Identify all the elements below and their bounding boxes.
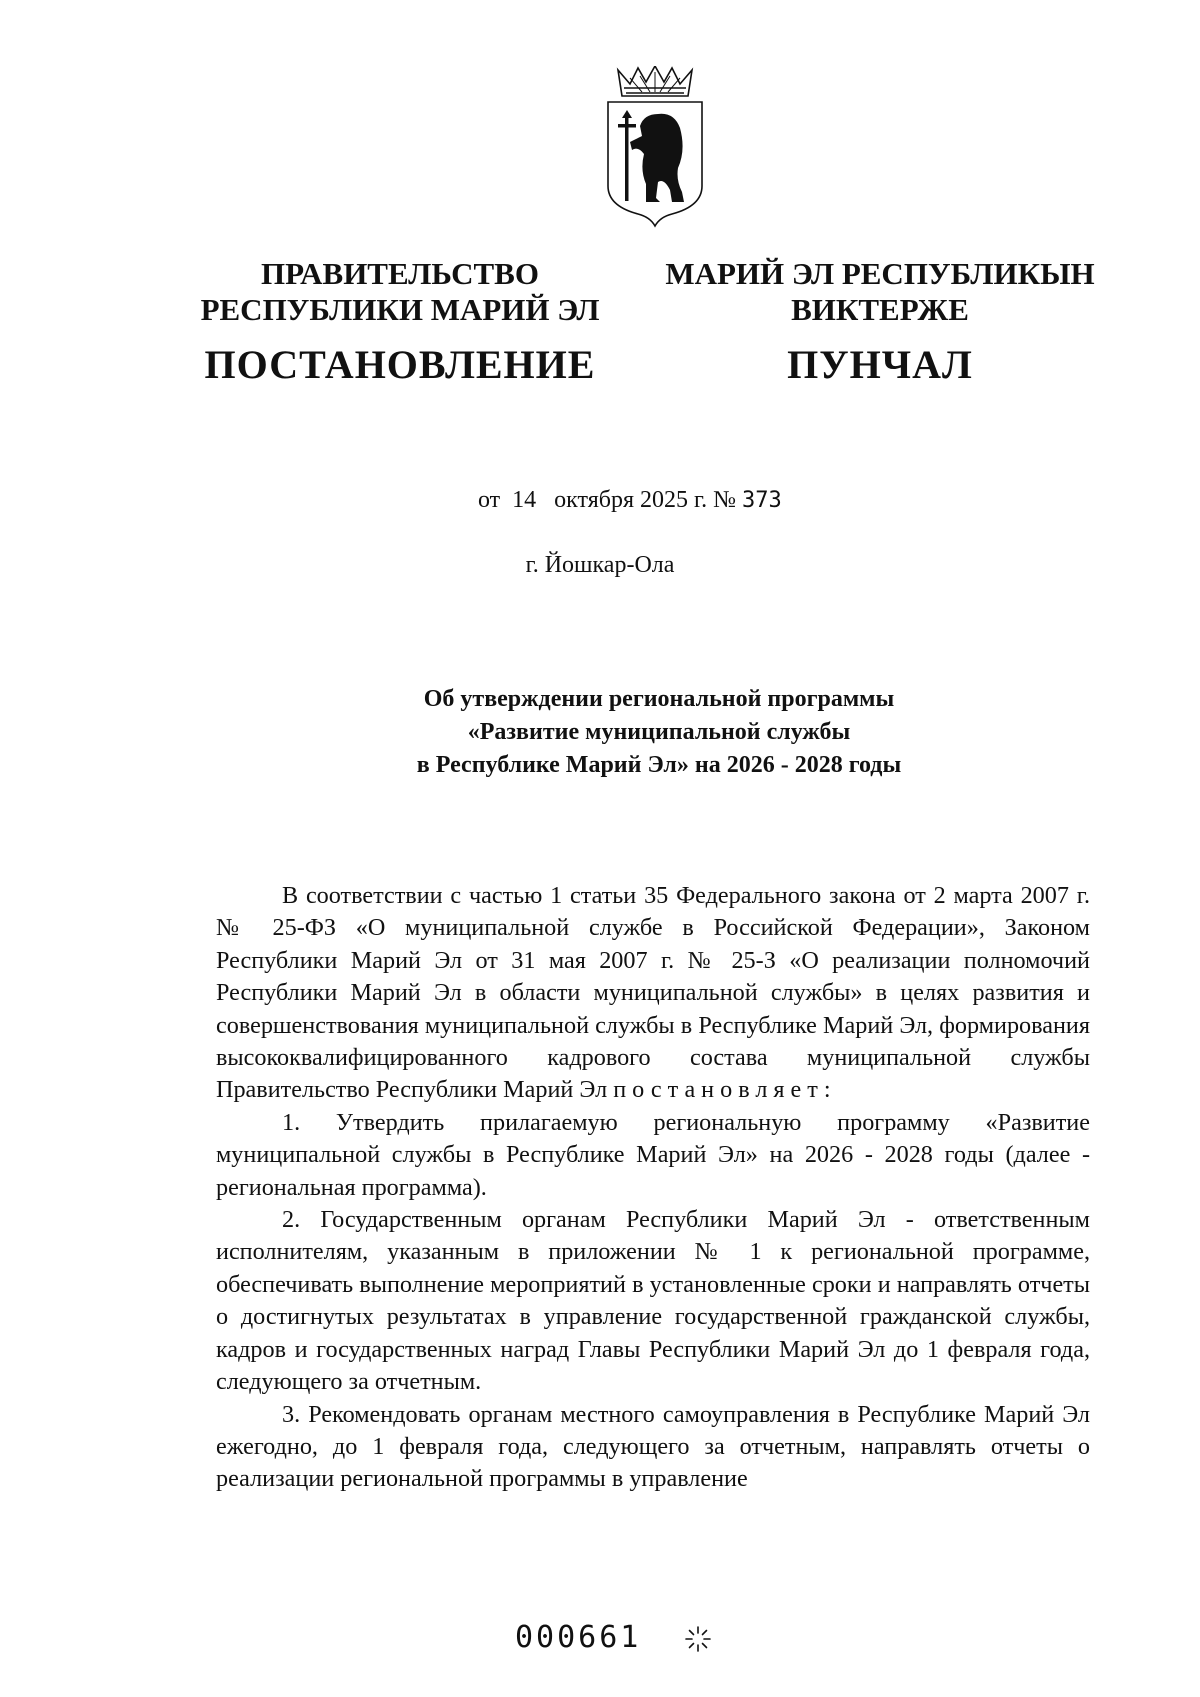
- document-city: [0, 552, 1200, 579]
- document-body: [216, 880, 1090, 1496]
- item-1: 1. Утвердить прилагаемую региональную программу «Развитие муниципальной службы в Республике Марий Эл» на 2026 - 2028 годы (далее - региональная программа).: [216, 1108, 1090, 1201]
- header-right-line1: МАРИЙ ЭЛ РЕСПУБЛИКЫН: [665, 256, 1095, 291]
- date-month-year: октября 2025 г. №: [554, 487, 737, 513]
- date-day: 14: [512, 487, 537, 513]
- title-line3: в Республике Марий Эл» на 2026 - 2028 годы: [416, 752, 902, 778]
- header-left: [200, 256, 600, 388]
- header-right: [660, 256, 1100, 388]
- header-left-line1: ПРАВИТЕЛЬСТВО: [261, 256, 539, 291]
- item-3: 3. Рекомендовать органам местного самоуправления в Республике Марий Эл ежегодно, до 1 февраля года, следующего за отчетным, направлять отчеты о реализации региональной программы в управление: [216, 1400, 1090, 1493]
- document-title: [300, 683, 980, 782]
- decree-word: постановляет:: [613, 1076, 837, 1104]
- asterisk-mark-icon: [683, 1624, 713, 1654]
- title-line1: Об утверждении региональной программы: [423, 686, 895, 712]
- city-label: г. Йошкар-Ола: [525, 552, 675, 578]
- title-line2: «Развитие муниципальной службы: [467, 719, 851, 745]
- date-prefix: от: [478, 487, 501, 513]
- serial-number: 000661: [515, 1620, 642, 1655]
- doc-type-ru: ПОСТАНОВЛЕНИЕ: [204, 342, 596, 387]
- coat-of-arms-icon: [600, 66, 710, 236]
- preamble-text: В соответствии с частью 1 статьи 35 Федерального закона от 2 марта 2007 г. № 25-ФЗ «О муниципальной службе в Российской Федерации», Законом Республики Марий Эл от 31 мая 2007 г. № 25-З «О реализации полномочий Республики Марий Эл в области муниципальной службы» в целях развития и совершенствования муниципальной службы в Республике Марий Эл, формирования высококвалифицированного кадрового состава муниципальной службы Правительство Республики Марий Эл: [216, 882, 1090, 1104]
- item-2: 2. Государственным органам Республики Марий Эл - ответственным исполнителям, указанным в приложении № 1 к региональной программе, обеспечивать выполнение мероприятий в установленные сроки и направлять отчеты о достигнутых результатах в управление государственной гражданской службы, кадров и государственных наград Главы Республики Марий Эл до 1 февраля года, следующего за отчетным.: [216, 1206, 1090, 1396]
- header-left-line2: РЕСПУБЛИКИ МАРИЙ ЭЛ: [200, 292, 600, 327]
- header-right-line2: ВИКТЕРЖЕ: [791, 292, 969, 327]
- doc-type-mari: ПУНЧАЛ: [787, 342, 973, 387]
- document-date-number: [478, 487, 782, 514]
- preamble-paragraph: [216, 880, 1090, 1107]
- document-number: 373: [742, 488, 782, 513]
